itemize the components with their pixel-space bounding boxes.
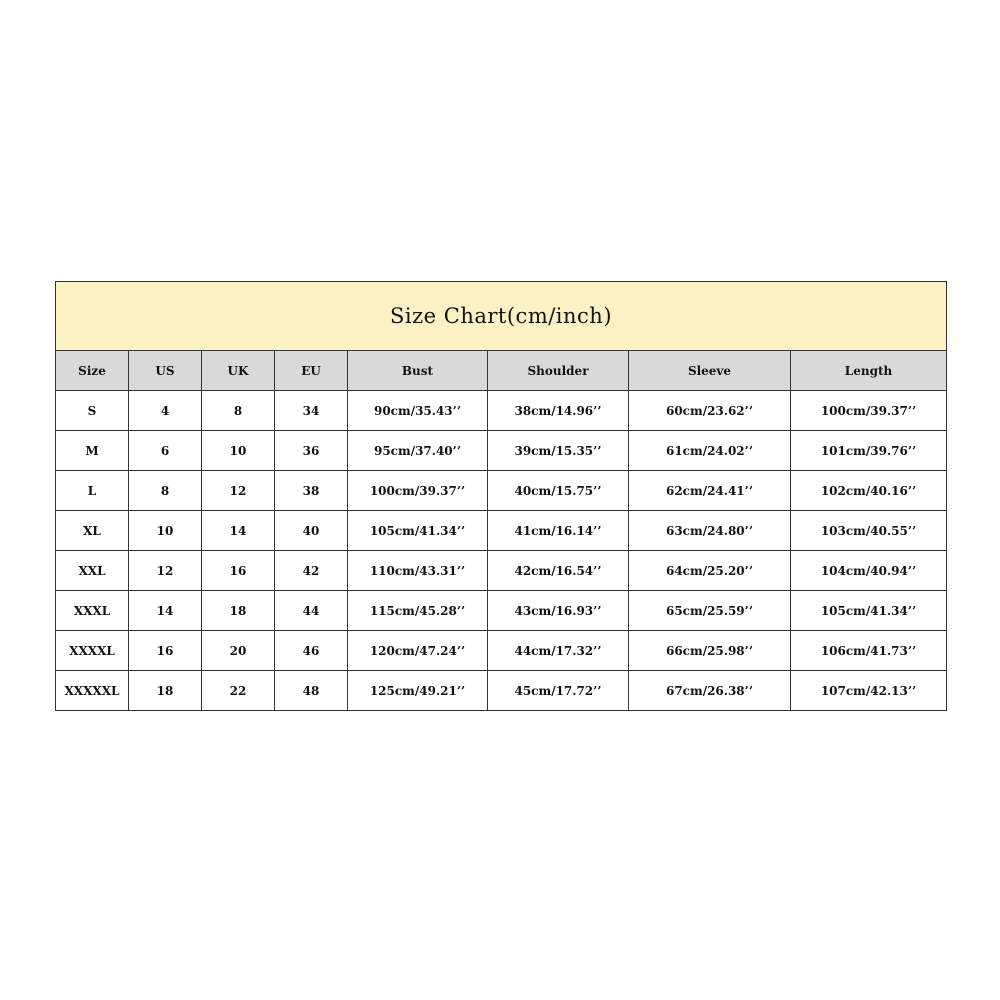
table-cell: 12 — [202, 471, 275, 511]
table-cell: 14 — [129, 591, 202, 631]
header-row — [56, 351, 947, 391]
table-cell: 4 — [129, 391, 202, 431]
table-cell: 40cm/15.75’’ — [488, 471, 629, 511]
table-cell: 8 — [202, 391, 275, 431]
table-cell: XL — [56, 511, 129, 551]
table-cell: 100cm/39.37’’ — [348, 471, 488, 511]
table-cell: 64cm/25.20’’ — [629, 551, 791, 591]
table-cell: 38cm/14.96’’ — [488, 391, 629, 431]
table-cell: XXXL — [56, 591, 129, 631]
table-cell: 34 — [275, 391, 348, 431]
column-header: UK — [202, 351, 275, 391]
chart-body — [56, 391, 947, 711]
table-cell: 63cm/24.80’’ — [629, 511, 791, 551]
table-cell: XXXXL — [56, 631, 129, 671]
table-cell: 44 — [275, 591, 348, 631]
table-cell: 44cm/17.32’’ — [488, 631, 629, 671]
table-row — [56, 551, 947, 591]
column-header: Size — [56, 351, 129, 391]
table-row — [56, 511, 947, 551]
column-header: Bust — [348, 351, 488, 391]
table-cell: 45cm/17.72’’ — [488, 671, 629, 711]
table-cell: 40 — [275, 511, 348, 551]
column-header: Shoulder — [488, 351, 629, 391]
table-cell: 12 — [129, 551, 202, 591]
table-cell: 41cm/16.14’’ — [488, 511, 629, 551]
table-row — [56, 431, 947, 471]
table-cell: 14 — [202, 511, 275, 551]
table-cell: 105cm/41.34’’ — [791, 591, 947, 631]
table-cell: 8 — [129, 471, 202, 511]
table-cell: 36 — [275, 431, 348, 471]
column-header: US — [129, 351, 202, 391]
table-row — [56, 671, 947, 711]
table-cell: 103cm/40.55’’ — [791, 511, 947, 551]
table-cell: 90cm/35.43’’ — [348, 391, 488, 431]
table-cell: 104cm/40.94’’ — [791, 551, 947, 591]
table-cell: 101cm/39.76’’ — [791, 431, 947, 471]
table-cell: XXXXXL — [56, 671, 129, 711]
table-cell: 22 — [202, 671, 275, 711]
table-cell: L — [56, 471, 129, 511]
column-header: Length — [791, 351, 947, 391]
table-cell: 18 — [129, 671, 202, 711]
table-cell: 6 — [129, 431, 202, 471]
table-cell: 43cm/16.93’’ — [488, 591, 629, 631]
table-cell: 16 — [202, 551, 275, 591]
table-cell: 42cm/16.54’’ — [488, 551, 629, 591]
table-row — [56, 631, 947, 671]
table-cell: 102cm/40.16’’ — [791, 471, 947, 511]
table-cell: 20 — [202, 631, 275, 671]
table-cell: 65cm/25.59’’ — [629, 591, 791, 631]
table-cell: 38 — [275, 471, 348, 511]
table-cell: 120cm/47.24’’ — [348, 631, 488, 671]
table-cell: 67cm/26.38’’ — [629, 671, 791, 711]
table-cell: 95cm/37.40’’ — [348, 431, 488, 471]
table-cell: M — [56, 431, 129, 471]
column-header: EU — [275, 351, 348, 391]
table-cell: 61cm/24.02’’ — [629, 431, 791, 471]
table-cell: 10 — [202, 431, 275, 471]
table-cell: 46 — [275, 631, 348, 671]
table-cell: 66cm/25.98’’ — [629, 631, 791, 671]
column-header: Sleeve — [629, 351, 791, 391]
table-cell: 110cm/43.31’’ — [348, 551, 488, 591]
size-chart-table — [55, 281, 947, 711]
table-row — [56, 471, 947, 511]
table-cell: 106cm/41.73’’ — [791, 631, 947, 671]
table-cell: 16 — [129, 631, 202, 671]
table-cell: 39cm/15.35’’ — [488, 431, 629, 471]
table-cell: 115cm/45.28’’ — [348, 591, 488, 631]
table-cell: 100cm/39.37’’ — [791, 391, 947, 431]
table-row — [56, 391, 947, 431]
table-cell: S — [56, 391, 129, 431]
table-cell: 42 — [275, 551, 348, 591]
table-cell: 105cm/41.34’’ — [348, 511, 488, 551]
table-cell: 10 — [129, 511, 202, 551]
table-cell: 125cm/49.21’’ — [348, 671, 488, 711]
table-cell: 107cm/42.13’’ — [791, 671, 947, 711]
table-cell: 62cm/24.41’’ — [629, 471, 791, 511]
table-cell: 18 — [202, 591, 275, 631]
chart-title: Size Chart(cm/inch) — [56, 282, 947, 351]
table-cell: XXL — [56, 551, 129, 591]
table-row — [56, 591, 947, 631]
table-cell: 48 — [275, 671, 348, 711]
table-cell: 60cm/23.62’’ — [629, 391, 791, 431]
